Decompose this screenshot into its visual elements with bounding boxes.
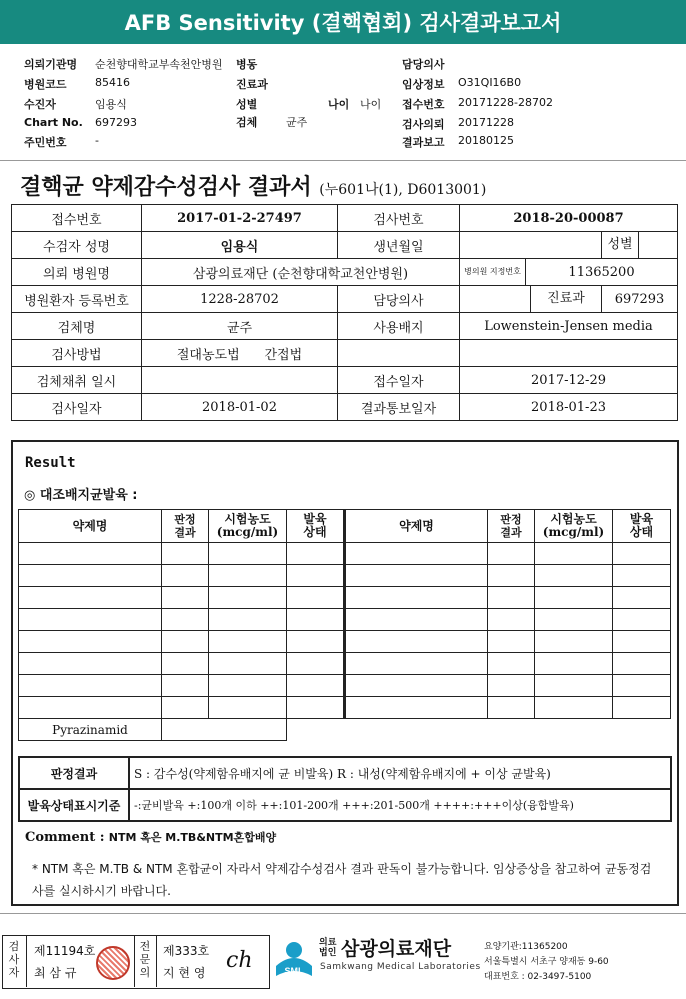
- specimen-value: 균주: [286, 116, 308, 129]
- growth-legend-label: 발육상태표시기준: [19, 789, 129, 821]
- dob-label: 생년월일: [338, 232, 460, 259]
- media-label: 사용배지: [338, 313, 460, 340]
- table-row: [19, 653, 671, 675]
- req-inst-label: 의뢰기관명: [24, 58, 78, 71]
- resident-label: 주민번호: [24, 136, 67, 149]
- table-row: [19, 719, 671, 741]
- specimen-value: 균주: [142, 313, 338, 340]
- inst-code: 요양기관:11365200: [484, 942, 568, 952]
- document-code: (누601나(1), D6013001): [319, 182, 487, 198]
- comment-note: * NTM 혹은 M.TB & NTM 혼합균이 자라서 약제감수성검사 결과 판독이 불가능합니다. 임상증상을 참고하여 균동정검사를 실시하시기 바랍니다.: [32, 862, 652, 898]
- reg-no-label: 병원환자 등록번호: [12, 286, 142, 313]
- sex-label: 성별: [602, 232, 639, 258]
- patient-info-table: [11, 204, 678, 421]
- collect-label: 검체채취 일시: [12, 367, 142, 394]
- col-drug: 약제명: [19, 510, 162, 543]
- col-conc-line2: (mcg/ml): [216, 525, 279, 539]
- table-row: [19, 543, 671, 565]
- media-value: Lowenstein-Jensen media: [460, 313, 678, 340]
- sml-logo-text: SML: [284, 966, 304, 976]
- comment: [25, 829, 276, 845]
- col-judge-2: [488, 510, 535, 543]
- col-conc-line1: 시험농도: [224, 512, 271, 526]
- tester-stamp-icon: [96, 946, 130, 980]
- report-banner: [0, 0, 686, 44]
- report-value: 20180125: [458, 134, 514, 147]
- age-label: 나이: [328, 98, 350, 111]
- doctor-label: 담당의사: [338, 286, 460, 313]
- table-row: [19, 609, 671, 631]
- ward-label: 병동: [236, 58, 258, 71]
- table-row: [19, 631, 671, 653]
- col-growth-line2: 상태: [303, 525, 327, 539]
- col-judge2-line2: 결과: [500, 526, 522, 539]
- specimen-label: 검체: [236, 116, 258, 129]
- doctor-value: [460, 286, 531, 312]
- collect-value: [142, 367, 338, 394]
- dept-label: 진료과: [547, 291, 585, 306]
- specimen-label: 검체명: [12, 313, 142, 340]
- phone: 대표번호 : 02-3497-5100: [484, 972, 592, 982]
- test-date-label: 검사일자: [12, 394, 142, 421]
- tester-label: 검사자: [8, 940, 20, 979]
- org-name-en: Samkwang Medical Laboratories: [320, 962, 481, 972]
- req-hosp-label: 의뢰 병원명: [12, 259, 142, 286]
- method-label: 검사방법: [12, 340, 142, 367]
- test-no-label: 검사번호: [338, 205, 460, 232]
- req-hosp-value: 삼광의료재단 (순천향대학교천안병원): [142, 259, 460, 286]
- col-judge: [162, 510, 209, 543]
- designated-value: 11365200: [526, 259, 678, 286]
- receipt-label: 접수번호: [402, 98, 445, 111]
- doctor-label: 담당의사: [402, 58, 445, 71]
- hosp-code-value: 85416: [95, 76, 130, 89]
- legend-table: [18, 756, 672, 822]
- tester-name: 최 삼 규: [34, 966, 77, 980]
- req-inst-value: 순천향대학교부속천안병원: [95, 58, 223, 71]
- method-indirect: 간접법: [264, 347, 303, 363]
- col-judge-line1: 판정: [174, 513, 196, 526]
- judge-legend-text: S : 감수성(약제함유배지에 균 비발육) R : 내성(약제함유배지에 + 이상 균발육): [129, 757, 671, 789]
- judge-legend-label: 판정결과: [19, 757, 129, 789]
- table-row: [19, 675, 671, 697]
- reg-no-value: 1228-28702: [142, 286, 338, 313]
- method-value: [142, 340, 338, 367]
- control-growth-label: ◎ 대조배지균발육 :: [24, 488, 138, 503]
- table-row: [19, 697, 671, 719]
- col-growth2-line2: 상태: [629, 525, 654, 539]
- patient-value: 임용식: [95, 98, 127, 111]
- growth-legend-text: -:균비발육 +:100개 이하 ++:101-200개 +++:201-500개 ++++:+++이상(융합발육): [129, 789, 671, 821]
- banner-title: AFB Sensitivity (결핵협회) 검사결과보고서: [124, 11, 562, 35]
- footer-divider: [0, 913, 686, 914]
- resident-value: -: [95, 134, 99, 147]
- table-row: [19, 587, 671, 609]
- expert-signature: ch: [226, 948, 253, 973]
- table-row: [19, 565, 671, 587]
- received-label: 접수일자: [338, 367, 460, 394]
- col-growth: [287, 510, 345, 543]
- col-conc2-line1: 시험농도: [550, 512, 597, 526]
- receipt-no-value: 2017-01-2-27497: [142, 205, 338, 232]
- dept-label: 진료과: [236, 78, 268, 91]
- tester-license: 제11194호: [34, 944, 96, 958]
- clin-info-label: 임상정보: [402, 78, 445, 91]
- report-label: 결과보고: [402, 136, 445, 149]
- col-judge-line2: 결과: [174, 526, 196, 539]
- sex-cell: [602, 232, 678, 259]
- dept-value: 697293: [602, 286, 678, 313]
- col-conc2-line2: (mcg/ml): [542, 525, 605, 539]
- receipt-value: 20171228-28702: [458, 96, 553, 109]
- clin-info-value: O31QI16B0: [458, 76, 522, 89]
- col-judge2-line1: 판정: [500, 513, 522, 526]
- method-blank-2: [460, 340, 678, 367]
- document-title: [20, 170, 486, 201]
- name-value: 임용식: [142, 232, 338, 259]
- col-conc-2: [535, 510, 613, 543]
- age-value: 나이: [360, 98, 382, 111]
- comment-value: NTM 혹은 M.TB&NTM혼합배양: [108, 831, 277, 844]
- designated-label: 병의원 지정번호: [460, 259, 526, 286]
- method-blank-1: [338, 340, 460, 367]
- test-no-value: 2018-20-00087: [460, 205, 678, 232]
- chart-value: 697293: [95, 116, 137, 129]
- comment-label: Comment :: [25, 830, 105, 845]
- hosp-code-label: 병원코드: [24, 78, 67, 91]
- name-label: 수검자 성명: [12, 232, 142, 259]
- expert-name: 지 현 영: [163, 966, 206, 980]
- receipt-no-label: 접수번호: [12, 205, 142, 232]
- col-conc: [209, 510, 287, 543]
- document-title-text: 결핵균 약제감수성검사 결과서: [20, 174, 312, 200]
- request-label: 검사의뢰: [402, 118, 445, 131]
- patient-label: 수진자: [24, 98, 56, 111]
- drug-pyrazinamid: Pyrazinamid: [19, 719, 162, 741]
- expert-license: 제333호: [163, 944, 210, 958]
- col-growth-line1: 발육: [303, 512, 327, 526]
- sml-logo-icon: [272, 936, 316, 982]
- header-divider: [0, 160, 686, 161]
- sex-label: 성별: [236, 98, 258, 111]
- col-growth2-line1: 발육: [629, 512, 654, 526]
- received-value: 2017-12-29: [460, 367, 678, 394]
- org-prefix: 의료법인: [319, 938, 337, 958]
- result-table: [18, 509, 671, 741]
- doctor-dept-cell: [460, 286, 602, 313]
- expert-label: 전문의: [139, 940, 151, 979]
- notify-label: 결과통보일자: [338, 394, 460, 421]
- dob-value: [460, 232, 602, 259]
- test-date-value: 2018-01-02: [142, 394, 338, 421]
- result-title: Result: [25, 455, 76, 471]
- sex-value: [639, 232, 677, 258]
- address: 서울특별시 서초구 양재동 9-60: [484, 957, 609, 967]
- col-drug-2: 약제명: [345, 510, 488, 543]
- col-growth-2: [613, 510, 671, 543]
- method-absolute: 절대농도법: [176, 347, 240, 363]
- pyrazinamid-blank: [162, 719, 287, 741]
- chart-label: Chart No.: [24, 116, 83, 129]
- org-name: 삼광의료재단: [341, 938, 452, 960]
- notify-value: 2018-01-23: [460, 394, 678, 421]
- request-value: 20171228: [458, 116, 514, 129]
